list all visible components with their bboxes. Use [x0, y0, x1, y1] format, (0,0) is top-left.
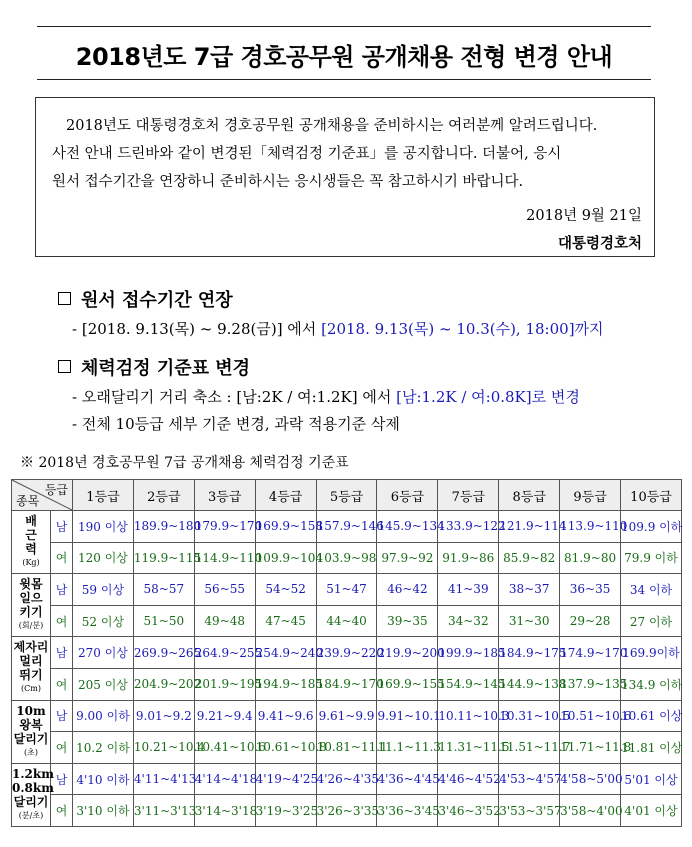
event-name-cell [12, 511, 51, 574]
table-cell: 205 이상 [73, 668, 134, 700]
s2-item1-new: [남:1.2K / 여:0.8K] [396, 388, 532, 406]
event-unit: (회/분) [18, 621, 44, 631]
table-cell: 3'19~3'25 [255, 795, 316, 827]
table-cell: 29~28 [560, 605, 621, 637]
table-row [12, 668, 682, 700]
event-name-cell [12, 763, 54, 826]
sex-female-cell: 여 [51, 795, 73, 827]
s1-item-suffix: 까지 [574, 320, 604, 338]
table-cell: 34 이하 [621, 574, 682, 606]
table-cell: 91.9~86 [438, 542, 499, 574]
table-cell: 3'46~3'52 [438, 795, 499, 827]
table-cell: 56~55 [194, 574, 255, 606]
table-cell: 4'53~4'57 [499, 763, 560, 795]
table-cell: 113.9~110 [560, 511, 621, 543]
table-cell: 194.9~185 [255, 668, 316, 700]
table-cell: 254.9~240 [255, 637, 316, 669]
table-cell: 4'26~4'35 [316, 763, 377, 795]
s2-item1-suffix: 로 변경 [531, 388, 580, 406]
grade-header: 5등급 [316, 480, 377, 511]
table-cell: 9.41~9.6 [255, 700, 316, 732]
table-cell: 27 이하 [621, 605, 682, 637]
table-cell: 190 이상 [73, 511, 134, 543]
table-cell: 4'19~4'25 [255, 763, 316, 795]
table-cell: 51~47 [316, 574, 377, 606]
event-name: 1.2km 0.8km 달리기 [12, 766, 54, 809]
sex-female-cell: 여 [51, 732, 73, 764]
table-cell: 5'01 이상 [621, 763, 682, 795]
table-cell: 4'46~4'52 [438, 763, 499, 795]
table-cell: 51~50 [133, 605, 194, 637]
sex-male-cell: 남 [51, 700, 73, 732]
notice-text [52, 112, 640, 196]
table-cell: 114.9~110 [194, 542, 255, 574]
table-cell: 169.9~155 [377, 668, 438, 700]
page-title: 2018년도 7급 경호공무원 공개채용 전형 변경 안내 [75, 43, 613, 71]
event-name: 10m 왕복 달리기 [13, 703, 49, 746]
grade-header: 3등급 [194, 480, 255, 511]
event-name-cell [12, 637, 51, 700]
table-cell: 169.9~158 [255, 511, 316, 543]
grade-header: 7등급 [438, 480, 499, 511]
table-row [12, 542, 682, 574]
table-cell: 239.9~220 [316, 637, 377, 669]
table-cell: 9.91~10.1 [377, 700, 438, 732]
table-cell: 184.9~170 [316, 668, 377, 700]
table-cell: 11.71~11.8 [560, 732, 621, 764]
grade-header: 2등급 [133, 480, 194, 511]
event-name: 제자리 멀리 뛰기 [13, 640, 49, 683]
table-row [12, 732, 682, 764]
table-cell: 58~57 [133, 574, 194, 606]
grade-header: 10등급 [621, 480, 682, 511]
table-cell: 54~52 [255, 574, 316, 606]
event-unit: (분/초) [18, 810, 44, 820]
table-cell: 10.21~10.4 [133, 732, 194, 764]
table-cell: 44~40 [316, 605, 377, 637]
s1-item-new: [2018. 9.13(목) ~ 10.3(수), 18:00] [321, 320, 575, 338]
table-cell: 79.9 이하 [621, 542, 682, 574]
notice-box [35, 97, 655, 257]
table-cell: 4'14~4'18 [194, 763, 255, 795]
title-box [37, 26, 651, 80]
sex-male-cell: 남 [51, 763, 73, 795]
table-cell: 11.1~11.3 [377, 732, 438, 764]
table-cell: 9.61~9.9 [316, 700, 377, 732]
table-cell: 4'36~4'45 [377, 763, 438, 795]
table-cell: 9.21~9.4 [194, 700, 255, 732]
checkbox-square-icon [58, 360, 71, 373]
corner-event-label: 종목 [16, 494, 40, 508]
grade-header: 6등급 [377, 480, 438, 511]
table-cell: 179.9~170 [194, 511, 255, 543]
table-cell: 109.9~104 [255, 542, 316, 574]
table-cell: 11.31~11.5 [438, 732, 499, 764]
grade-header: 9등급 [560, 480, 621, 511]
section-1-heading [58, 286, 233, 312]
table-row [12, 795, 682, 827]
header-corner-cell [12, 480, 73, 511]
table-cell: 145.9~134 [377, 511, 438, 543]
section-1-item [72, 318, 604, 339]
table-cell: 10.61 이상 [621, 700, 682, 732]
table-cell: 184.9~175 [499, 637, 560, 669]
table-cell: 39~35 [377, 605, 438, 637]
table-cell: 121.9~114 [499, 511, 560, 543]
table-cell: 169.9이하 [621, 637, 682, 669]
checkbox-square-icon [58, 292, 71, 305]
table-cell: 270 이상 [73, 637, 134, 669]
table-cell: 264.9~255 [194, 637, 255, 669]
sex-male-cell: 남 [51, 511, 73, 543]
table-cell: 134.9 이하 [621, 668, 682, 700]
table-cell: 103.9~98 [316, 542, 377, 574]
s1-item-prefix: - [2018. 9.13(목) ~ 9.28(금)] 에서 [72, 320, 317, 338]
table-cell: 10.11~10.3 [438, 700, 499, 732]
table-cell: 4'11~4'13 [133, 763, 194, 795]
table-cell: 269.9~265 [133, 637, 194, 669]
table-cell: 97.9~92 [377, 542, 438, 574]
table-row [12, 605, 682, 637]
table-cell: 120 이상 [73, 542, 134, 574]
event-unit: (Kg) [22, 558, 40, 568]
sex-female-cell: 여 [51, 668, 73, 700]
table-cell: 10.81~11.1 [316, 732, 377, 764]
table-cell: 10.61~10.8 [255, 732, 316, 764]
table-row [12, 700, 682, 732]
table-cell: 204.9~202 [133, 668, 194, 700]
fitness-standard-table [11, 479, 682, 827]
table-cell: 85.9~82 [499, 542, 560, 574]
table-cell: 11.51~11.7 [499, 732, 560, 764]
event-name-cell [12, 700, 51, 763]
table-cell: 36~35 [560, 574, 621, 606]
table-cell: 201.9~195 [194, 668, 255, 700]
table-cell: 119.9~115 [133, 542, 194, 574]
event-name: 배 근 력 [25, 514, 37, 557]
sex-male-cell: 남 [51, 574, 73, 606]
table-cell: 9.01~9.2 [133, 700, 194, 732]
table-cell: 31~30 [499, 605, 560, 637]
event-unit: (Cm) [21, 684, 41, 694]
table-cell: 10.41~10.6 [194, 732, 255, 764]
table-cell: 10.2 이하 [73, 732, 134, 764]
section-1-title: 원서 접수기간 연장 [81, 290, 233, 311]
table-cell: 3'36~3'45 [377, 795, 438, 827]
table-cell: 49~48 [194, 605, 255, 637]
table-cell: 3'14~3'18 [194, 795, 255, 827]
table-cell: 3'26~3'35 [316, 795, 377, 827]
table-cell: 3'11~3'13 [133, 795, 194, 827]
table-cell: 144.9~138 [499, 668, 560, 700]
table-cell: 59 이상 [73, 574, 134, 606]
notice-line-1: 2018년도 대통령경호처 경호공무원 공개채용을 준비하시는 여러분께 알려드립니다. [66, 118, 598, 134]
event-name: 윗몸 일으 키기 [19, 577, 43, 620]
table-cell: 3'58~4'00 [560, 795, 621, 827]
sex-female-cell: 여 [51, 542, 73, 574]
table-row [12, 574, 682, 606]
notice-line-3: 원서 접수기간을 연장하니 준비하시는 응시생들은 꼭 참고하시기 바랍니다. [52, 174, 524, 190]
table-cell: 47~45 [255, 605, 316, 637]
event-unit: (초) [24, 747, 38, 757]
notice-line-2: 사전 안내 드린바와 같이 변경된「체력검정 기준표」를 공지합니다. 더불어, 응시 [52, 146, 562, 162]
table-note: ※ 2018년 경호공무원 7급 공개채용 체력검정 기준표 [20, 455, 349, 471]
table-cell: 46~42 [377, 574, 438, 606]
table-cell: 38~37 [499, 574, 560, 606]
grade-header: 8등급 [499, 480, 560, 511]
table-cell: 10.31~10.5 [499, 700, 560, 732]
table-cell: 81.9~80 [560, 542, 621, 574]
section-2-title: 체력검정 기준표 변경 [81, 358, 251, 379]
table-cell: 4'10 이하 [73, 763, 134, 795]
table-header-row [12, 480, 682, 511]
sex-male-cell: 남 [51, 637, 73, 669]
grade-header: 4등급 [255, 480, 316, 511]
section-2-item-2: - 전체 10등급 세부 기준 변경, 과락 적용기준 삭제 [72, 415, 400, 433]
grade-header: 1등급 [73, 480, 134, 511]
table-cell: 219.9~200 [377, 637, 438, 669]
table-cell: 189.9~180 [133, 511, 194, 543]
table-cell: 52 이상 [73, 605, 134, 637]
section-2-item-1 [72, 386, 580, 407]
table-row [12, 511, 682, 543]
table-cell: 4'58~5'00 [560, 763, 621, 795]
table-cell: 3'10 이하 [73, 795, 134, 827]
table-row [12, 637, 682, 669]
notice-org: 대통령경호처 [557, 235, 642, 252]
table-cell: 11.81 이상 [621, 732, 682, 764]
table-cell: 4'01 이상 [621, 795, 682, 827]
table-cell: 154.9~145 [438, 668, 499, 700]
table-cell: 10.51~10.6 [560, 700, 621, 732]
table-cell: 109.9 이하 [621, 511, 682, 543]
section-2-heading [58, 354, 250, 380]
table-cell: 137.9~135 [560, 668, 621, 700]
table-cell: 199.9~185 [438, 637, 499, 669]
s2-item1-prefix: - 오래달리기 거리 축소 : [남:2K / 여:1.2K] 에서 [72, 388, 392, 406]
table-cell: 34~32 [438, 605, 499, 637]
table-cell: 174.9~170 [560, 637, 621, 669]
sex-female-cell: 여 [51, 605, 73, 637]
notice-date: 2018년 9월 21일 [526, 208, 642, 224]
table-cell: 157.9~146 [316, 511, 377, 543]
table-cell: 9.00 이하 [73, 700, 134, 732]
event-name-cell [12, 574, 51, 637]
table-cell: 133.9~122 [438, 511, 499, 543]
table-cell: 3'53~3'57 [499, 795, 560, 827]
table-row [12, 763, 682, 795]
corner-grade-label: 등급 [44, 483, 68, 497]
table-cell: 41~39 [438, 574, 499, 606]
